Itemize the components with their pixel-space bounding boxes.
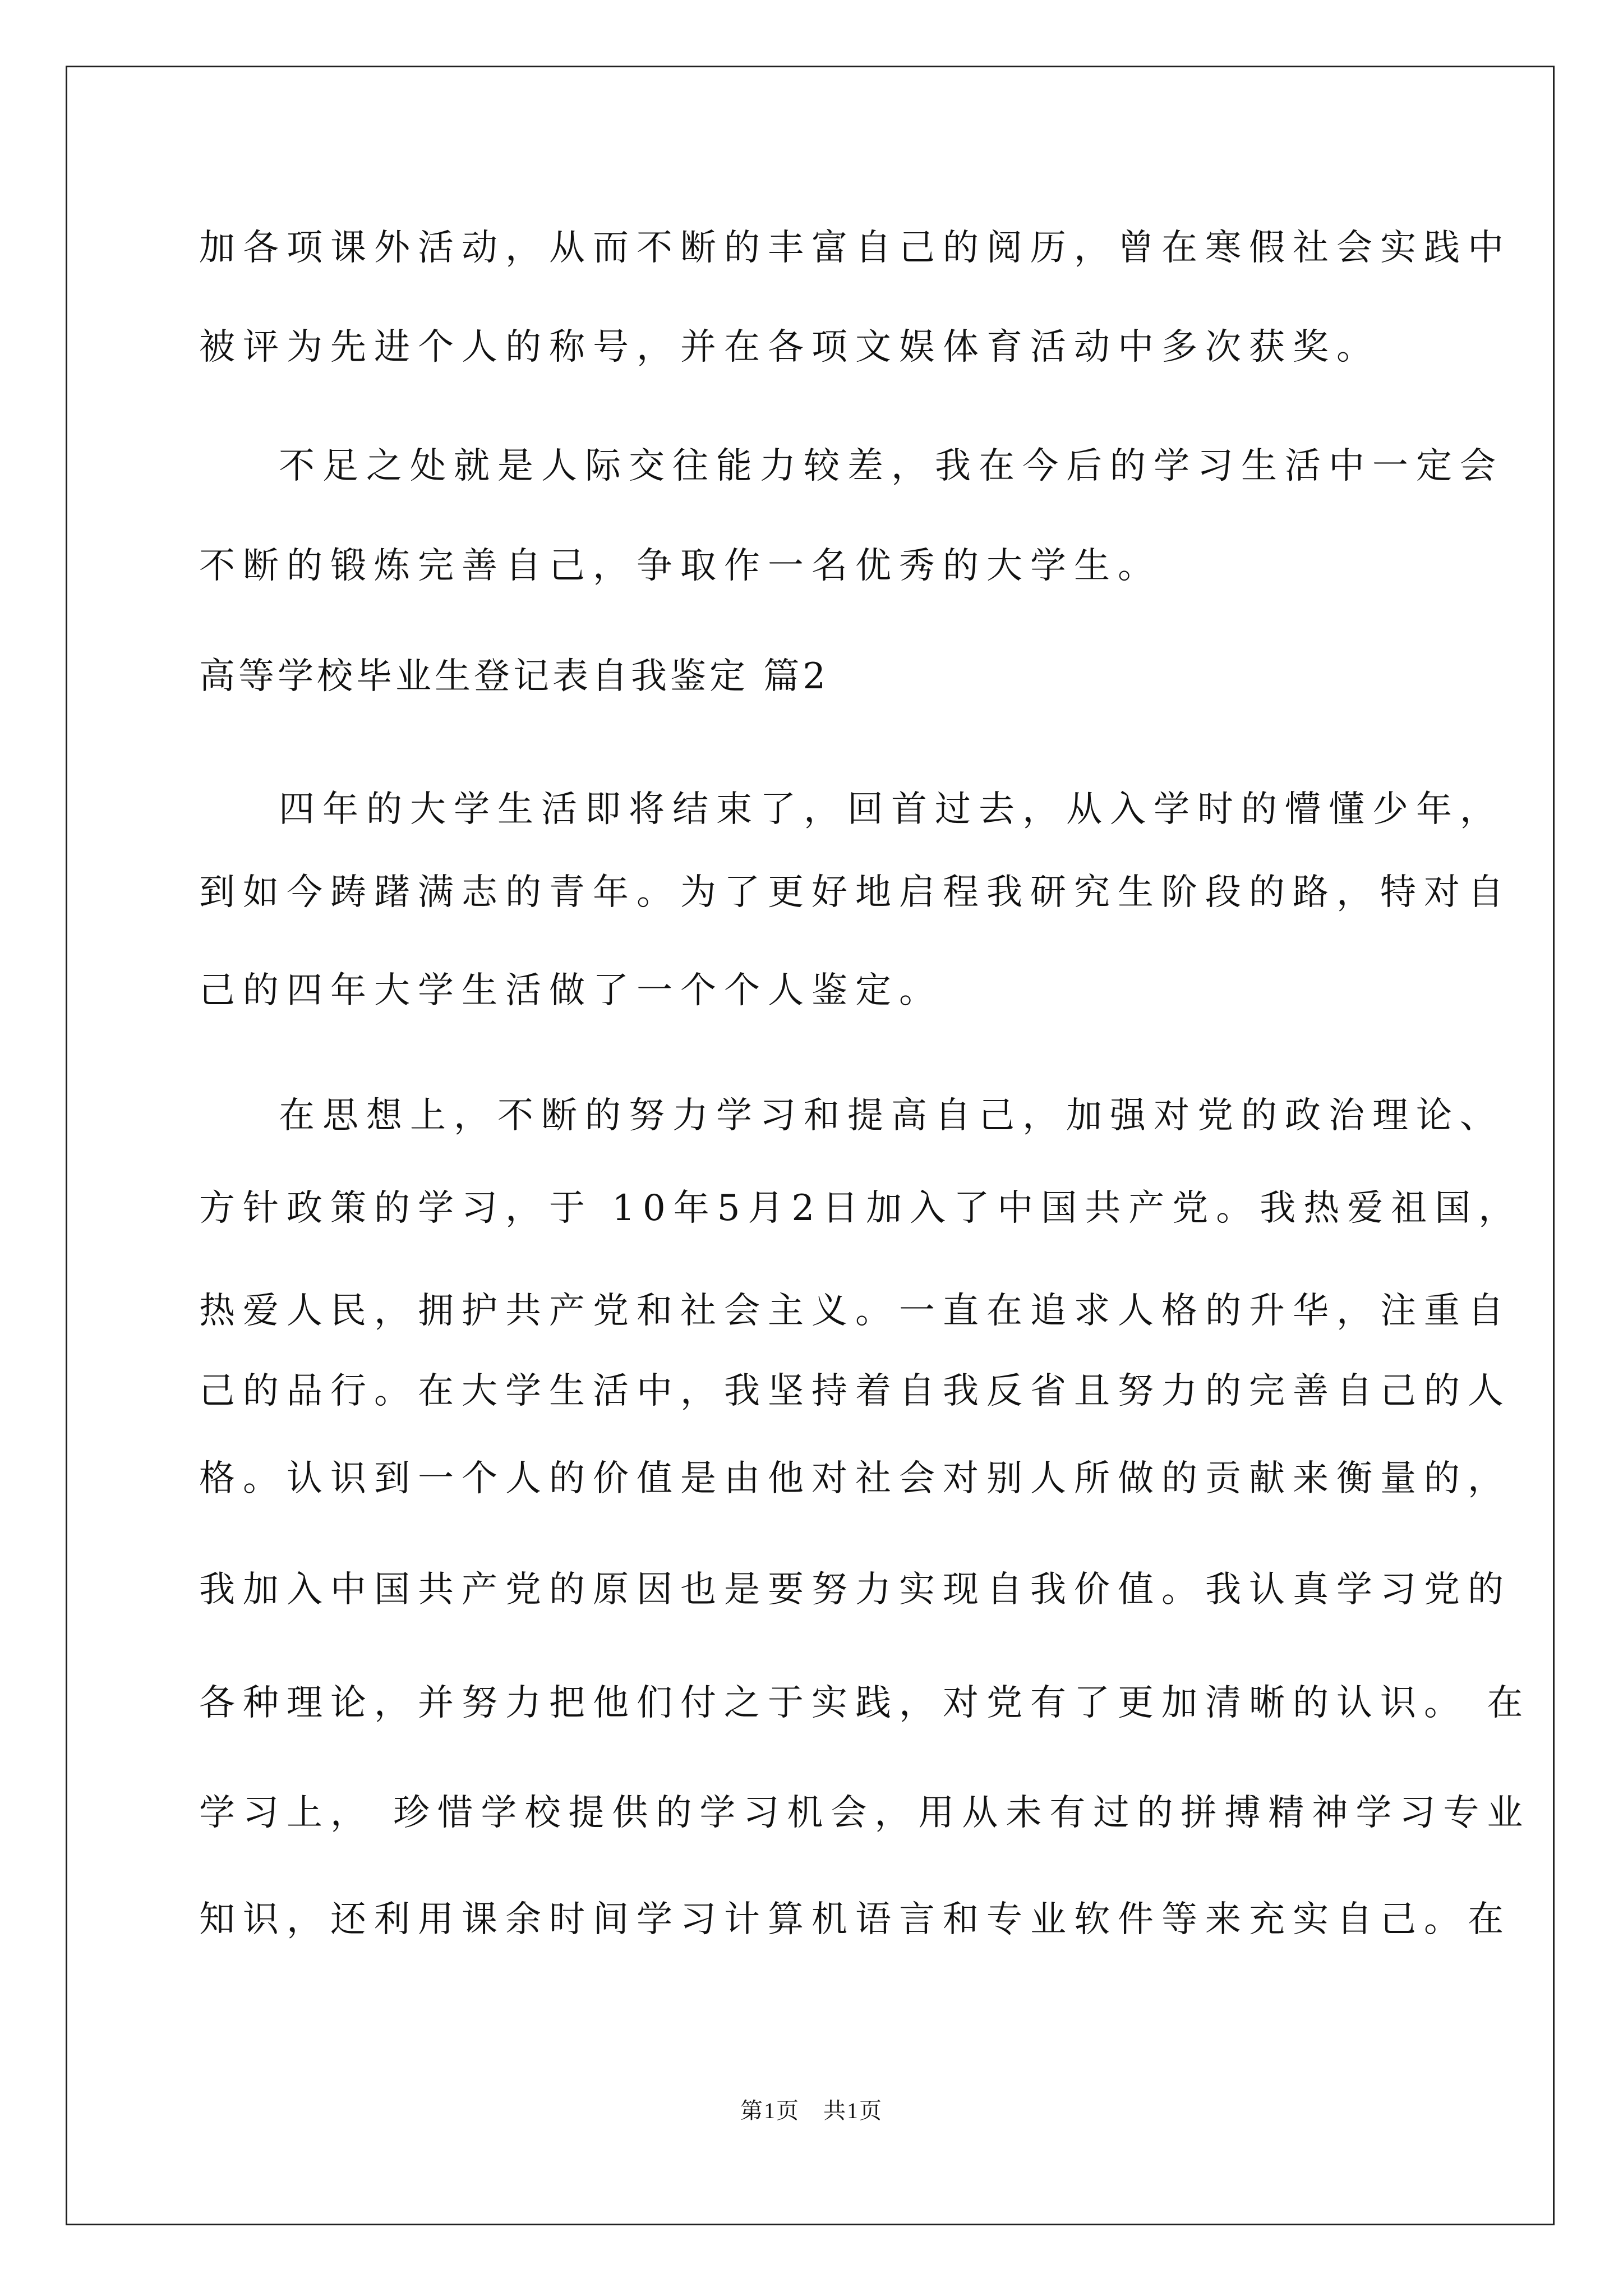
body-line: 各种理论，并努力把他们付之于实践，对党有了更加清晰的认识。 在: [199, 1682, 1531, 1724]
body-line: 被评为先进个人的称号，并在各项文娱体育活动中多次获奖。: [199, 326, 1380, 368]
body-line: 知识，还利用课余时间学习计算机语言和专业软件等来充实自己。在: [199, 1899, 1511, 1940]
body-line: 己的四年大学生活做了一个个人鉴定。: [199, 970, 943, 1011]
body-line: 热爱人民，拥护共产党和社会主义。一直在追求人格的升华，注重自: [199, 1290, 1511, 1332]
body-line: 不足之处就是人际交往能力较差，我在今后的学习生活中一定会: [279, 445, 1504, 487]
body-line: 不断的锻炼完善自己，争取作一名优秀的大学生。: [199, 545, 1161, 587]
body-line: 四年的大学生活即将结束了，回首过去，从入学时的懵懂少年，: [279, 789, 1504, 830]
section-heading: 高等学校毕业生登记表自我鉴定 篇2: [199, 656, 829, 697]
page-number: 第1页 共1页: [740, 2098, 883, 2123]
body-line: 己的品行。在大学生活中，我坚持着自我反省且努力的完善自己的人: [199, 1370, 1511, 1412]
body-line: 方针政策的学习，于 10年5月2日加入了中国共产党。我热爱祖国，: [199, 1188, 1523, 1229]
body-line: 学习上， 珍惜学校提供的学习机会，用从未有过的拼搏精神学习专业: [199, 1792, 1531, 1834]
body-line: 加各项课外活动，从而不断的丰富自己的阅历，曾在寒假社会实践中: [199, 227, 1511, 269]
body-line: 格。认识到一个人的价值是由他对社会对别人所做的贡献来衡量的，: [199, 1458, 1511, 1499]
body-line: 到如今踌躇满志的青年。为了更好地启程我研究生阶段的路，特对自: [199, 872, 1511, 913]
body-line: 我加入中国共产党的原因也是要努力实现自我价值。我认真学习党的: [199, 1569, 1511, 1611]
body-line: 在思想上，不断的努力学习和提高自己，加强对党的政治理论、: [279, 1095, 1504, 1137]
